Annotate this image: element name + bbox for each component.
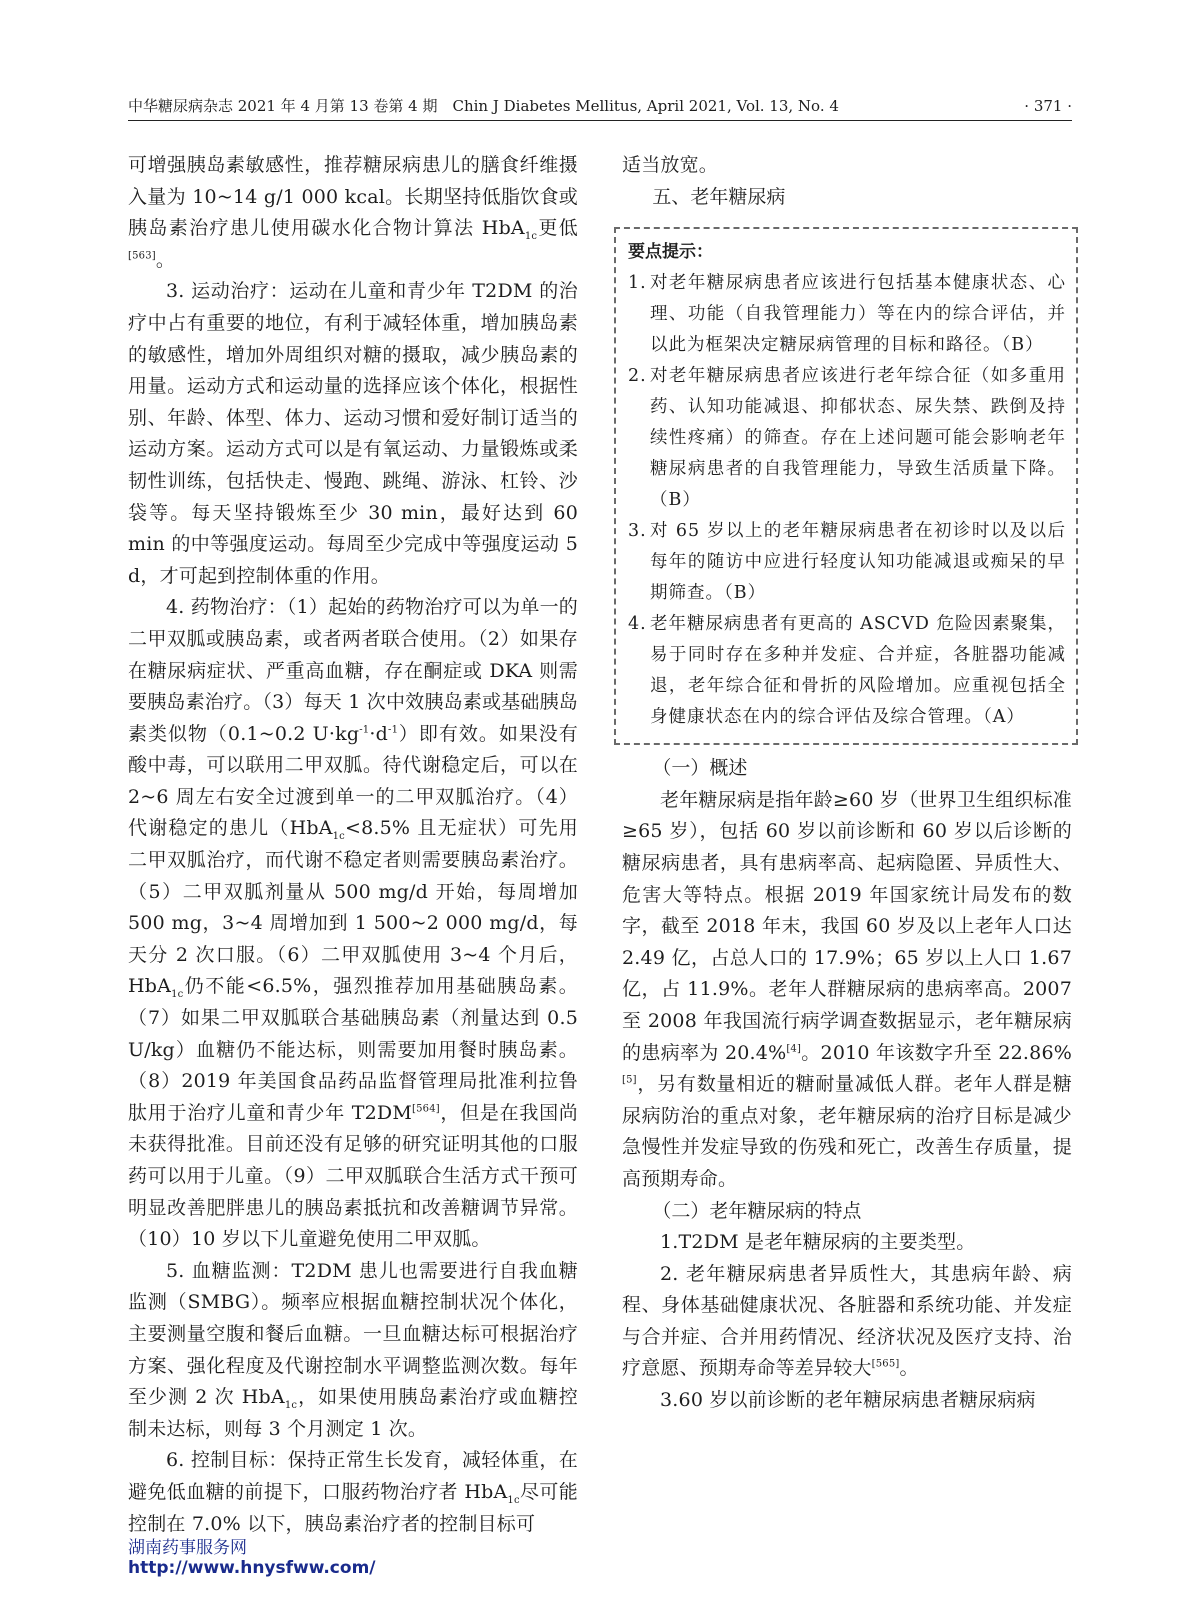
- paragraph-feature-2: 2. 老年糖尿病患者异质性大，其患病年龄、病程、身体基础健康状况、各脏器和系统功能、并发症与合并症、合并用药情况、经济状况及医疗支持、治疗意愿、预期寿命等差异较大[565]。: [622, 1262, 1072, 1380]
- key-point-item: [628, 609, 1066, 733]
- paragraph-glucose-monitoring: 5. 血糖监测：T2DM 患儿也需要进行自我血糖监测（SMBG）。频率应根据血糖控制状况个体化，主要测量空腹和餐后血糖。一旦血糖达标可根据治疗方案、强化程度及代谢控制水平调整监测次数。每年至少测 2 次 HbA$_{1c}$，如果使用胰岛素治疗或血糖控制未达标，则每 3 个月测定 1 次。: [128, 1259, 578, 1440]
- paragraph-drug-therapy: 4. 药物治疗：（1）起始的药物治疗可以为单一的二甲双胍或胰岛素，或者两者联合使用。（2）如果存在糖尿病症状、严重高血糖，存在酮症或 DKA 则需要胰岛素治疗。（3）每天 1 次中效胰岛素或基础胰岛素类似物（0.1~0.2 $U\cdot kg^{-1}\cdot d^{-1}$）即有效。如果没有酸中毒，可以联用二甲双胍。待代谢稳定后，可以在 2~6 周左右安全过渡到单一的二甲双胍治疗。（4）代谢稳定的患儿（HbA$_{1c}$<8.5% 且无症状）可先用二甲双胍治疗，而代谢不稳定者则需要胰岛素治疗。（5）二甲双胍剂量从 500 mg/d 开始，每周增加 500 mg，3~4 周增加到 1 500~2 000 mg/d，每天分 2 次口服。（6）二甲双胍使用 3~4 个月后，HbA$_{1c}$仍不能<6.5%，强烈推荐加用基础胰岛素。（7）如果二甲双胍联合基础胰岛素（剂量达到 0.5 U/kg）血糖仍不能达标，则需要加用餐时胰岛素。（8）2019 年美国食品药品监督管理局批准利拉鲁肽用于治疗儿童和青少年 T2DM[564]，但是在我国尚未获得批准。目前还没有足够的研究证明其他的口服药可以用于儿童。（9）二甲双胍联合生活方式干预可明显改善肥胖患儿的胰岛素抵抗和改善糖调节异常。（10）10 岁以下儿童避免使用二甲双胍。: [128, 596, 578, 1251]
- section-heading-elderly: 五、老年糖尿病: [652, 185, 786, 208]
- key-point-text: 老年糖尿病患者有更高的 ASCVD 危险因素聚集，易于同时存在多种并发症、合并症，各脏器功能减退，老年综合征和骨折的风险增加。应重视包括全身健康状态在内的综合评估及综合管理。（A）: [650, 614, 1066, 728]
- key-point-text: 对 65 岁以上的老年糖尿病患者在初诊时以及以后每年的随访中应进行轻度认知功能减退或痴呆的早期筛查。（B）: [650, 521, 1066, 604]
- paragraph-continuation: 适当放宽。: [622, 154, 719, 176]
- watermark-footer: [128, 1538, 376, 1578]
- key-point-number: 1.: [628, 273, 647, 294]
- left-column: [128, 150, 578, 1540]
- paragraph-overview: 老年糖尿病是指年龄≥60 岁（世界卫生组织标准≥65 岁），包括 60 岁以前诊断和 60 岁以后诊断的糖尿病患者，具有患病率高、起病隐匿、异质性大、危害大等特点。根据 2019 年国家统计局发布的数字，截至 2018 年末，我国 60 岁及以上老年人口达 2.49 亿，占总人口的 17.9%；65 岁以上人口 1.67 亿，占 11.9%。老年人群糖尿病的患病率高。2007 至 2008 年我国流行病学调查数据显示，老年糖尿病的患病率为 20.4%[4]。2010 年该数字升至 22.86%[5]，另有数量相近的糖耐量减低人群。老年人群是糖尿病防治的重点对象，老年糖尿病的治疗目标是减少急慢性并发症导致的伤残和死亡，改善生存质量，提高预期寿命。: [622, 788, 1072, 1190]
- running-header: [128, 94, 1072, 121]
- page-number: · 371 ·: [1024, 97, 1072, 115]
- key-point-number: 2.: [628, 366, 647, 387]
- paragraph-feature-3: 3.60 岁以前诊断的老年糖尿病患者糖尿病病: [660, 1389, 1036, 1412]
- journal-citation: 中华糖尿病杂志 2021 年 4 月第 13 卷第 4 期 Chin J Diabetes Mellitus, April 2021, Vol. 13, No. 4: [128, 97, 839, 115]
- key-point-item: [628, 268, 1066, 361]
- key-points-title: 要点提示：: [628, 242, 713, 263]
- key-point-text: 对老年糖尿病患者应该进行老年综合征（如多重用药、认知功能减退、抑郁状态、尿失禁、跌倒及持续性疼痛）的筛查。存在上述问题可能会影响老年糖尿病患者的自我管理能力，导致生活质量下降。（B）: [650, 366, 1066, 511]
- paragraph-diet: 可增强胰岛素敏感性，推荐糖尿病患儿的膳食纤维摄入量为 10~14 g/1 000 kcal。长期坚持低脂饮食或胰岛素治疗患儿使用碳水化合物计算法 HbA$_{1c}$更低[563]。: [128, 154, 578, 271]
- watermark-site-name: 湖南药事服务网: [128, 1538, 247, 1558]
- subsection-heading-features: （二）老年糖尿病的特点: [652, 1199, 862, 1222]
- subsection-heading-overview: （一）概述: [652, 757, 748, 780]
- key-point-number: 4.: [628, 614, 647, 635]
- paragraph-feature-1: 1.T2DM 是老年糖尿病的主要类型。: [660, 1231, 976, 1254]
- key-points-box: [614, 227, 1078, 745]
- key-point-item: [628, 516, 1066, 609]
- key-point-item: [628, 361, 1066, 516]
- key-point-text: 对老年糖尿病患者应该进行包括基本健康状态、心理、功能（自我管理能力）等在内的综合评估，并以此为框架决定糖尿病管理的目标和路径。（B）: [650, 273, 1066, 356]
- paragraph-exercise: 3. 运动治疗：运动在儿童和青少年 T2DM 的治疗中占有重要的地位，有利于减轻体重，增加胰岛素的敏感性，增加外周组织对糖的摄取，减少胰岛素的用量。运动方式和运动量的选择应该个体化，根据性别、年龄、体型、体力、运动习惯和爱好制订适当的运动方案。运动方式可以是有氧运动、力量锻炼或柔韧性训练，包括快走、慢跑、跳绳、游泳、杠铃、沙袋等。每天坚持锻炼至少 30 min，最好达到 60 min 的中等强度运动。每周至少完成中等强度运动 5 d，才可起到控制体重的作用。: [128, 280, 578, 587]
- key-point-number: 3.: [628, 521, 647, 542]
- right-column: [622, 150, 1072, 1417]
- watermark-url-link[interactable]: http://www.hnysfww.com/: [128, 1558, 376, 1578]
- paragraph-control-targets: 6. 控制目标：保持正常生长发育，减轻体重，在避免低血糖的前提下，口服药物治疗者 HbA$_{1c}$尽可能控制在 7.0% 以下，胰岛素治疗者的控制目标可: [128, 1449, 578, 1535]
